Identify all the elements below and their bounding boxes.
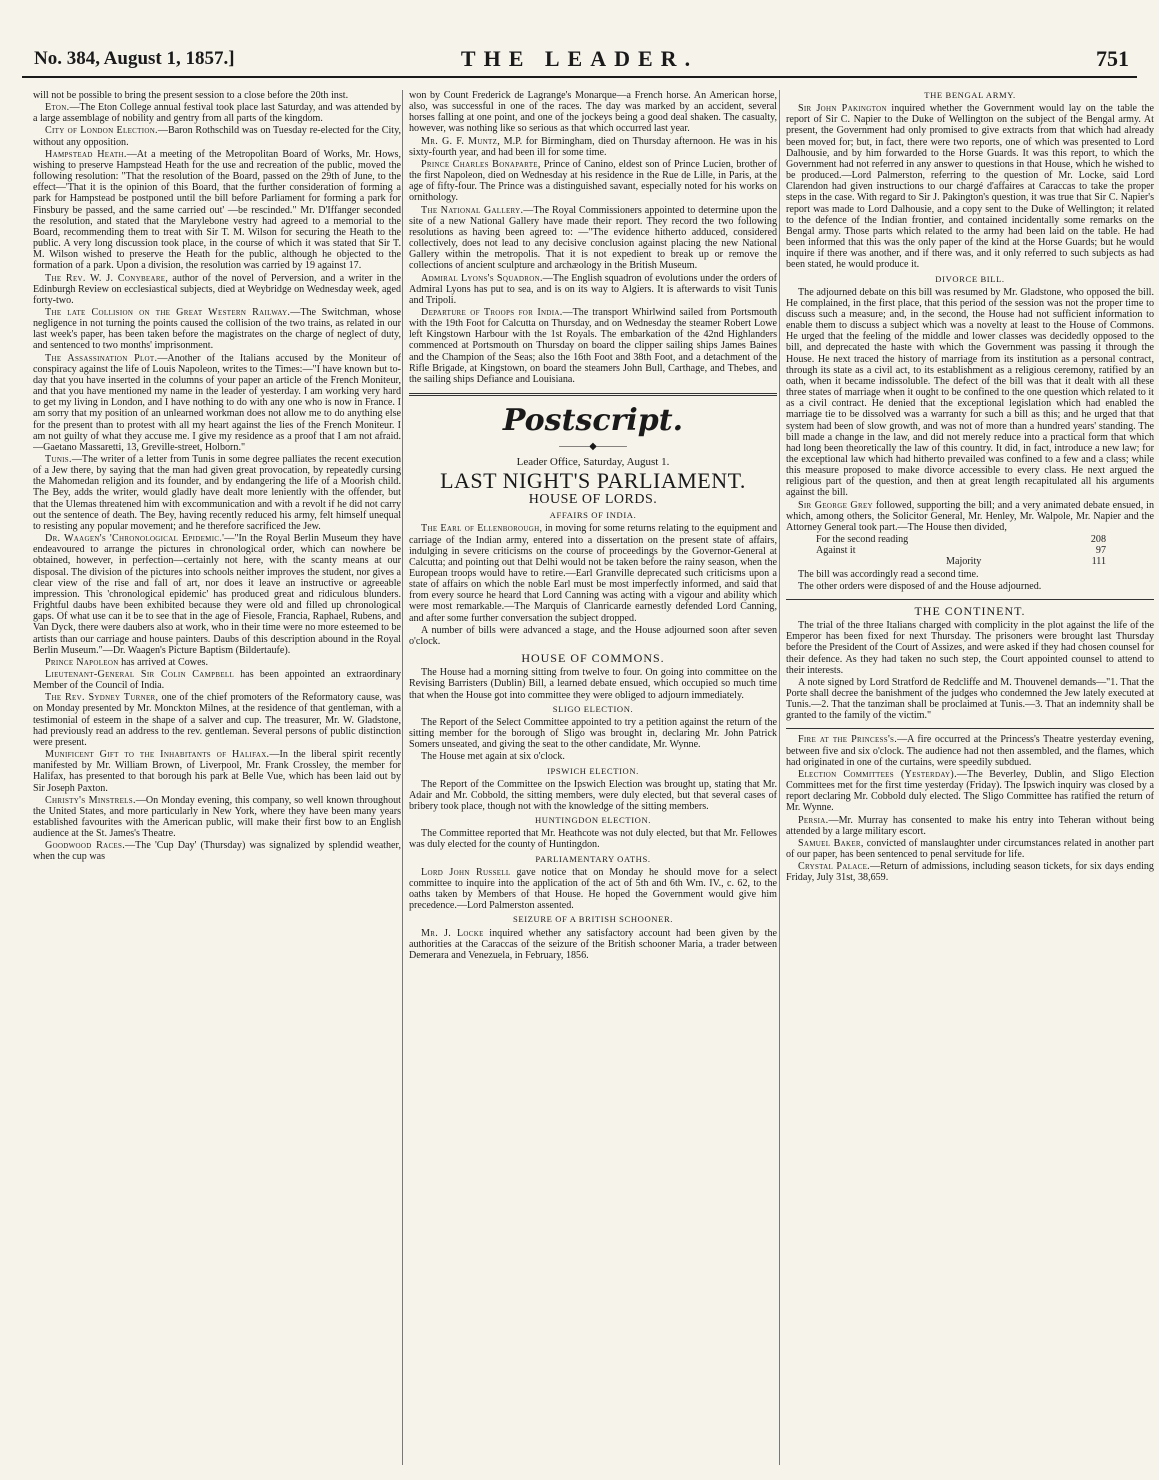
column-rule [402, 90, 403, 1465]
news-item-troops: Departure of Troops for India.—The transport Whirlwind sailed from Portsmouth with the 19th Foot for Calcutta on Thursday, and on Wednesday the steamer Robert Lowe left Kingstown Harbour with the 1st Royals. The embarkation of the 42nd Highlanders commenced at Portsmouth on Thursday on board the clipper sailing ships James Baines and the Champion of the Seas; also the 16th Foot and 38th Foot, and a detachment of the Rifle Brigade, at Kingstown, on board the steamers John Bull, Carthage, and Thebes, and the sailing ships Defiance and Louisiana. [409, 306, 777, 385]
news-item-pakington: Sir John Pakington inquired whether the Government would lay on the table the report of Sir C. Napier to the Duke of Wellington on the subject of the Bengal army. At present, the Government had only promised to give extracts from that which had already been moved for; but, in fact, there were two reports, one of which was presented to Lord Dalhousie, and by him forwarded to the Horse Guards. It was this report, to which the Government had not referred in any answer to questions in that House, which he wished to be produced.—Lord Palmerston, referring to the question of Mr. Locke, said Lord Clarendon had given instructions to our chargé d'affaires at Caraccas to take the proper steps in the case. With regard to Sir J. Pakington's question, it was true that Sir C. Napier's report was made to Lord Dalhousie, and a copy sent to the Duke of Wellington; it related to the defence of the Indian frontier, and contained incidentally some remarks on the Bengal army. Those parts which related to the army had been laid on the table. He had been informed that this was the only paper of the kind at the Horse Guards; but he would inquire if there was another, and if there was, and it only referred to such subjects as had been stated, he would produce it. [786, 103, 1154, 271]
article-paragraph: The trial of the three Italians charged with complicity in the plot against the life of the Emperor has been fixed for next Thursday. The prisoners were brought last Thursday before the President of the Court of Assizes, and were asked if they had chosen counsel for their defence. As they had taken no such step, the Court appointed counsel to attend to their interests. [786, 620, 1154, 676]
subheading: SEIZURE OF A BRITISH SCHOONER. [512, 914, 674, 925]
article-paragraph: will not be possible to bring the present session to a close before the 20th inst. [33, 90, 349, 101]
column-3 [786, 90, 1154, 1465]
column-rule [779, 90, 780, 1465]
column-2 [409, 90, 777, 1465]
news-item-prince-napoleon: Prince Napoleon has arrived at Cowes. [45, 656, 209, 668]
news-item-hampstead: Hampstead Heath.—At a meeting of the Metropolitan Board of Works, Mr. Hows, wishing to preserve Hampstead Heath for the use and recreation of the public, moved the following resolution: "That the resolution of the Board, passed on the 29th of June, to the effect—'That it is the opinion of this Board, that the further consideration of forming a park for Hampstead be postponed until the bill before Parliament for forming a park for Finsbury be passed, and the same carried out' —be rescinded." Mr. D'Iffanger seconded the resolution, and stated that the Marylebone vestry had agreed to a memorial to the Board, recommending them to treat with Sir T. M. Wilson for securing the Heath to the public. A very long discussion took place, in the course of which it was stated that Sir T. M. Wilson wished to preserve the Heath for the public, although he objected to the formation of a park. Upon a division, the resolution was carried by 19 against 17. [33, 148, 401, 272]
house-of-lords-heading: HOUSE OF LORDS. [528, 492, 658, 508]
news-item-conybeare: The Rev. W. J. Conybeare, author of the novel of Perversion, and a writer in the Edinburgh Review on ecclesiastical subjects, died at Weybridge on Wednesday week, aged forty-two. [33, 272, 401, 306]
article-paragraph: The House had a morning sitting from twelve to four. On going into committee on the Revising Barristers (Dublin) Bill, a learned debate ensued, which occupied so much time that when the House got into committee they were obliged to adjourn immediately. [409, 667, 777, 701]
article-paragraph: won by Count Frederick de Lagrange's Monarque—a French horse. An American horse, also, was successful in one of the races. The day was marked by an accident, several horses falling at one point, and one of the jockeys being a good deal shaken. The casualty, however, was nothing like so serious as that which occurred last year. [409, 90, 777, 135]
news-item-tunis: Tunis.—The writer of a letter from Tunis in some degree palliates the recent execution of a Jew there, by saying that the man had given great provocation, by repeatedly cursing the Mahomedan religion and its founder, and by endangering the life of a Moorish child. The Bey, adds the writer, would gladly have dealt more leniently with the offender, but that the Ulemas threatened him with excommunication and with a revolt if he did not carry out the sentence of death. The Bey, having recently reduced his army, felt himself unequal to resisting any popular movement; and he therefore sacrificed the Jew. [33, 454, 401, 532]
vote-row: Majority 111 [946, 556, 1106, 568]
section-divider [786, 599, 1154, 600]
division-results [816, 534, 1154, 567]
section-divider [786, 728, 1154, 729]
news-item-lyons: Admiral Lyons's Squadron.—The English squadron of evolutions under the orders of Admiral Lyons has put to sea, and is on its way to Algiers. It is afterwards to visit Tunis and Tripoli. [409, 272, 777, 306]
house-of-commons-heading: HOUSE OF COMMONS. [521, 651, 665, 666]
news-item-crystal-palace: Crystal Palace.—Return of admissions, including season tickets, for six days ending Friday, July 31st, 38,659. [786, 861, 1154, 884]
news-item-locke: Mr. J. Locke inquired whether any satisfactory account had been given by the authorities at the Caraccas of the seizure of the British schooner Maria, a trader between Demerara and Venezuela, in February, 1856. [409, 927, 777, 961]
article-paragraph: The Committee reported that Mr. Heathcote was not duly elected, but that Mr. Fellowes was duly elected for the county of Huntingdon. [409, 828, 777, 851]
news-item-city-election: City of London Election.—Baron Rothschild was on Tuesday re-elected for the City, without any opposition. [33, 125, 401, 148]
news-item-assassination-plot: The Assassination Plot.—Another of the Italians accused by the Moniteur of conspiracy against the life of Louis Napoleon, writes to the Times:—"I have known but to-day that you have inserted in the columns of your paper an article of the French Moniteur, and that you have mentioned my name in the leader of yesterday. I am working very hard to get my living in London, and I have nothing to do with any one who is now in France. I am sorry that my position of an unlearned workman does not allow me to do anything else for the present than to protest with all my heart against the lies of the French Moniteur. I am not guilty of what they accuse me. I give my residence as a proof that I am not afraid.—Gaetano Massaretti, 13, Greville-street, Holborn." [33, 352, 401, 453]
news-item-fire: Fire at the Princess's.—A fire occurred at the Princess's Theatre yesterday evening, between five and six o'clock. The audience had not then assembled, and the flames, which had originated in one of the curtains, were speedily subdued. [786, 734, 1154, 768]
section-divider [409, 393, 777, 396]
news-item-baker: Samuel Baker, convicted of manslaughter under circumstances related in another part of our paper, has been sentenced to penal servitude for life. [786, 837, 1154, 860]
article-paragraph: The House met again at six o'clock. [421, 751, 565, 763]
news-item-election-committees: Election Committees (Yesterday).—The Beverley, Dublin, and Sligo Election Committees met for the first time yesterday (Friday). The Ipswich inquiry was closed by a report declaring Mr. Cobbold duly elected. The Sligo Committee has ratified the return of Mr. Wynne. [786, 768, 1154, 814]
subheading: PARLIAMENTARY OATHS. [535, 853, 651, 864]
dateline: Leader Office, Saturday, August 1. [516, 456, 670, 469]
article-paragraph: The bill was accordingly read a second time. [798, 568, 979, 580]
news-item-muntz: Mr. G. F. Muntz, M.P. for Birmingham, died on Thursday afternoon. He was in his sixty-fourth year, and had been ill for some time. [409, 135, 777, 158]
vote-row: Against it 97 [816, 545, 1106, 557]
news-item-eton: Eton.—The Eton College annual festival took place last Saturday, and was attended by a large assemblage of nobility and gentry from all parts of the kingdom. [33, 102, 401, 125]
news-item-halifax: Munificent Gift to the Inhabitants of Halifax.—In the liberal spirit recently manifested by Mr. William Brown, of Liverpool, Mr. Frank Crossley, the member for Halifax, has presented to that borough his park at Belle Vue, which has been laid out by Sir Joseph Paxton. [33, 749, 401, 794]
news-item-persia: Persia.—Mr. Murray has consented to make his entry into Teheran without being attended by a large military escort. [786, 814, 1154, 837]
vote-row: For the second reading 208 [816, 534, 1106, 546]
section-heading: LAST NIGHT'S PARLIAMENT. [440, 468, 746, 494]
subheading: IPSWICH ELECTION. [547, 765, 639, 776]
news-item-waagen: Dr. Waagen's 'Chronological Epidemic.'—"In the Royal Berlin Museum they have endeavoured to arrange the pictures in chronological order, which can nowhere be obtained, however, in perfection—certainly not here, with the scanty means at our disposal. The division of the pictures into schools neither improves the student, nor gives a clear view of the rise and fall of art, nor does it leave an instructive or agreeable impression. This 'chronological epidemic' has produced great and ridiculous blunders. Frightful daubs have been exhibited because they were old and filled up chronological gaps. Of what use can it be to see that in the age of Fiesole, Francia, Raphael, Rubens, and Van Dyck, there were daubers also at work, who in their time were no more esteemed to be artists than our carriage and house painters. Daubs of this description abound in the Royal Berlin Museum."—Dr. Waagen's Picture Baptism (Bildertaufe). [33, 533, 401, 656]
news-item-russell: Lord John Russell gave notice that on Monday he should move for a select committee to inquire into the application of the act of 5th and 6th Wm. IV., c. 62, to the oaths taken by Members of that House. He hoped the Government would give him precedence.—Lord Palmerston assented. [409, 866, 777, 912]
news-item-collision: The late Collision on the Great Western Railway.—The Switchman, whose negligence in not turning the points caused the collision of the two trains, as related in our last week's paper, has been taken before the magistrates on the charge of neglect of duty, and sentenced to two months' imprisonment. [33, 306, 401, 352]
article-paragraph: The other orders were disposed of and the House adjourned. [798, 580, 1042, 592]
news-item-grey: Sir George Grey followed, supporting the bill; and a very animated debate ensued, in which, among others, the Solicitor General, Mr. Henley, Mr. Walpole, Mr. Napier and the Attorney General took part.—The House then divided, [786, 499, 1154, 533]
article-paragraph: The Report of the Select Committee appointed to try a petition against the return of the sitting member for the borough of Sligo was brought in, declaring Mr. John Patrick Somers unseated, and giving the seat to the other candidate, Mr. Wynne. [409, 716, 777, 751]
news-item-ellenborough: The Earl of Ellenborough, in moving for some returns relating to the equipment and carriage of the Indian army, entered into a dissertation on the present state of affairs, indulging in severe criticisms on the course of proceedings by the Governor-General at Calcutta; and pointing out that Delhi would not be taken before the rainy season, when the European troops would have to retire.—Earl Granville deprecated such criticisms upon a state of affairs on which the noble Earl must be most imperfectly informed, and said that from every source he heard that Lord Canning was acting with a vigour and ability which were most remarkable.—The Marquis of Clanricarde earnestly defended Lord Canning, and after some further conversation the subject dropped. [409, 523, 777, 624]
news-item-national-gallery: The National Gallery.—The Royal Commissioners appointed to determine upon the site of a new National Gallery have made their report. They record the two following resolutions as having been agreed to: —"The evidence hitherto adduced, considered collectively, does not lead to any decisive conclusion against placing the new National Gallery within the metropolis. That it is not expedient to break up or remove the collections of ancient sculpture and archæology in the British Museum. [409, 204, 777, 272]
ornament-rule: ———◆——— [559, 441, 627, 453]
subheading: THE BENGAL ARMY. [924, 90, 1016, 100]
newspaper-title: THE LEADER. [460, 46, 699, 71]
article-paragraph: A note signed by Lord Stratford de Redcliffe and M. Thouvenel demands—"1. That the Porte shall decree the banishment of the judges who condemned the Jew lately executed at Tunis.—2. That the tanziman shall be proclaimed at Tunis.—3. That an indemnity shall be granted to the family of the victim." [786, 676, 1154, 722]
subheading: HUNTINGDON ELECTION. [534, 815, 652, 826]
column-1 [33, 90, 401, 1465]
postscript-heading: Postscript. [502, 403, 684, 439]
article-paragraph: The Report of the Committee on the Ipswich Election was brought up, stating that Mr. Adair and Mr. Cobbold, the sitting members, were duly elected, but that several cases of bribery took place, though not with the knowledge of the sitting members. [409, 778, 777, 812]
news-item-bonaparte: Prince Charles Bonaparte, Prince of Canino, eldest son of Prince Lucien, brother of the first Napoleon, died on Wednesday at his residence in the Rue de Lille, in Paris, at the age of fifty-four. The Prince was a distinguished savant, especially noted for his works on ornithology. [409, 158, 777, 204]
masthead [22, 44, 1137, 78]
subheading: AFFAIRS OF INDIA. [549, 510, 637, 521]
continent-heading: THE CONTINENT. [914, 603, 1026, 618]
news-item-divorce: The adjourned debate on this bill was resumed by Mr. Gladstone, who opposed the bill. He complained, in the first place, that this period of the session was not the proper time to discuss such a measure; and, in the second, the House had not sufficient information to enable them to discuss a subject which was a novelty at least to the House of Commons. He urged that the feeling of the middle and lower classes was decidedly opposed to the bill, and deprecated the haste with which the Government was passing it through the House. He next traced the history of marriage from its institution as a personal contract, through its state as a civil act, to its establishment as a religious ceremony, ratified by an oath, when it became indissoluble. The defect of the bill was that it dealt with all these three states of marriage when it ought to be confined to the one question which related to it as a civil contract. He denied that the exceptional legislation which had enabled the marriage tie to be dissolved was a warranty for such a bill as this; and he urged that that system had been of slow growth, and was not of more than a hundred years' standing. The bill made a change in the law, and did not merely reduce into a practical form that which had long been theoretically the law of this country. It did, in fact, introduce a new law; for the exceptional law which had hitherto prevailed was confined to a few and a class; while this measure proposed to make divorce accessible to every class. He next argued the religious part of the question, and then at great length recapitulated all his arguments against the bill. [786, 286, 1154, 499]
news-item-campbell: Lieutenant-General Sir Colin Campbell has been appointed an extraordinary Member of the Council of India. [33, 668, 401, 692]
news-item-goodwood: Goodwood Races.—The 'Cup Day' (Thursday) was signalized by splendid weather, when the cup was [33, 840, 401, 863]
news-item-turner: The Rev. Sydney Turner, one of the chief promoters of the Reformatory cause, was on Monday presented by Mr. Monckton Milnes, at the residence of that gentleman, with a testimonial of esteem in the shape of a salver and cup. The treasurer, Mr. W. Gladstone, had previously read an address to the rev. gentleman. Several persons of public distinction were present. [33, 692, 401, 748]
article-paragraph: A number of bills were advanced a stage, and the House adjourned soon after seven o'clock. [409, 624, 777, 647]
page-number: 751 [1096, 46, 1129, 71]
issue-date: No. 384, August 1, 1857.] [34, 48, 235, 69]
news-item-christys: Christy's Minstrels.—On Monday evening, this company, so well known throughout the United States, and more particularly in New York, where they have been many years established favourites with the American public, will make their first bow to an English audience at the St. James's Theatre. [33, 794, 401, 840]
subheading: DIVORCE BILL. [935, 273, 1005, 284]
subheading: SLIGO ELECTION. [552, 703, 634, 714]
